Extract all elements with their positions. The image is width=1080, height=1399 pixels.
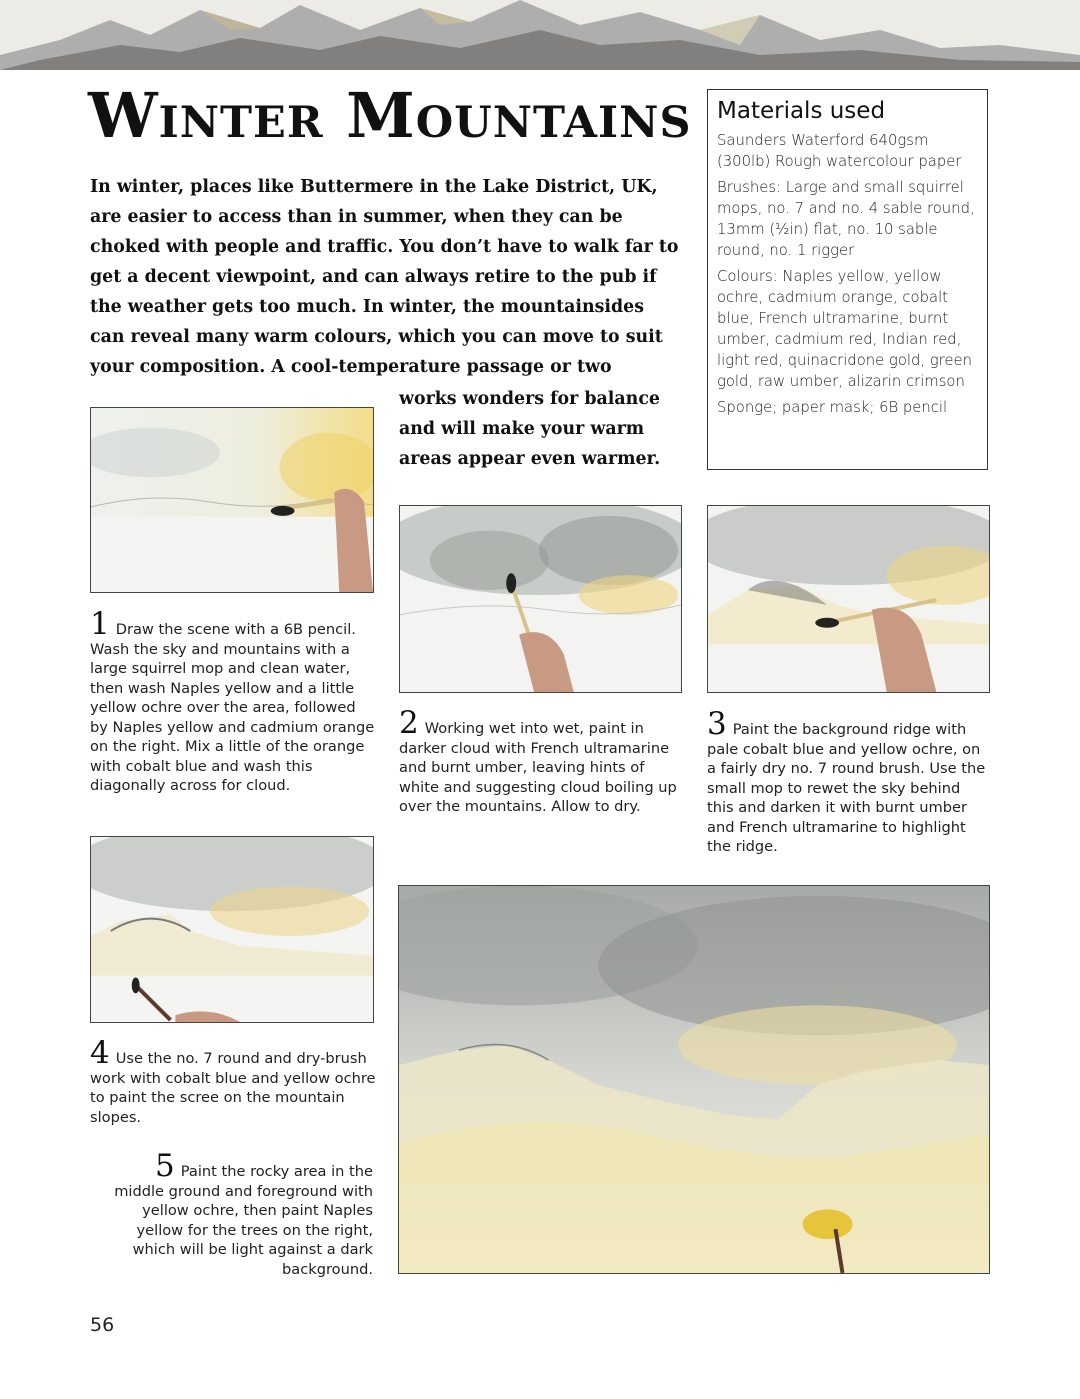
- step-2-photo: [399, 505, 682, 693]
- step-2-text: [399, 705, 684, 817]
- step-2-description: Working wet into wet, paint in darker cloud with French ultramarine and burnt umber, leaving hints of white and suggesting cloud boiling up over the mountains. Allow to dry.: [399, 720, 677, 815]
- materials-colours: Colours: Naples yellow, yellow ochre, cadmium orange, cobalt blue, French ultramarine, burnt umber, cadmium red, Indian red, light red, quinacridone gold, green gold, raw umber, alizarin crimson: [717, 268, 973, 390]
- step-4-description: Use the no. 7 round and dry-brush work with cobalt blue and yellow ochre to paint the scree on the mountain slopes.: [90, 1050, 376, 1126]
- materials-paper: Saunders Waterford 640gsm (300lb) Rough watercolour paper: [717, 132, 962, 170]
- step-3-description: Paint the background ridge with pale cobalt blue and yellow ochre, on a fairly dry no. 7 round brush. Use the small mop to rewet the sky behind this and darken it with burnt umber and French ultramarine to highlight the ridge.: [707, 721, 986, 855]
- step-1-description: Draw the scene with a 6B pencil. Wash the sky and mountains with a large squirrel mop and clean water, then wash Naples yellow and a little yellow ochre over the area, followed by Naples yellow and cadmium orange on the right. Mix a little of the orange with cobalt blue and wash this diagonally across for cloud.: [90, 621, 375, 794]
- step-4-photo: [90, 836, 374, 1023]
- materials-brushes: Brushes: Large and small squirrel mops, no. 7 and no. 4 sable round, 13mm (½in) flat, no. 10 sable round, no. 1 rigger: [717, 179, 975, 259]
- step-3-text: [707, 706, 990, 857]
- intro-text-continued: works wonders for balance and will make your warm areas appear even warmer.: [399, 389, 661, 469]
- intro-text: In winter, places like Buttermere in the Lake District, UK, are easier to access than in summer, when they can be choked with people and traffic. You don’t have to walk far to get a decent viewpoint, and can always retire to the pub if the weather gets too much. In winter, the mountainsides can reveal many warm colours, which you can move to suit your composition. A cool-temperature passage or two: [90, 177, 679, 377]
- materials-box: [707, 89, 988, 470]
- page-title: Winter Mountains: [88, 79, 692, 152]
- step-1-photo: [90, 407, 374, 593]
- step-2-number: 2: [399, 705, 419, 741]
- step-5-photo: [398, 885, 990, 1274]
- step-5-number: 5: [155, 1148, 175, 1184]
- step-3-photo: [707, 505, 990, 693]
- materials-other: Sponge; paper mask; 6B pencil: [717, 399, 948, 416]
- step-1-text: [90, 606, 376, 796]
- step-5-description: Paint the rocky area in the middle ground and foreground with yellow ochre, then paint Naples yellow for the trees on the right, which will be light against a dark background.: [114, 1163, 373, 1278]
- materials-heading: Materials used: [717, 98, 886, 124]
- page-number: 56: [90, 1314, 115, 1336]
- header-banner-painting: [0, 0, 1080, 70]
- step-4-text: [90, 1035, 376, 1127]
- step-4-number: 4: [90, 1035, 110, 1071]
- step-3-number: 3: [707, 706, 727, 742]
- step-5-text: [110, 1148, 373, 1279]
- step-1-number: 1: [90, 606, 110, 642]
